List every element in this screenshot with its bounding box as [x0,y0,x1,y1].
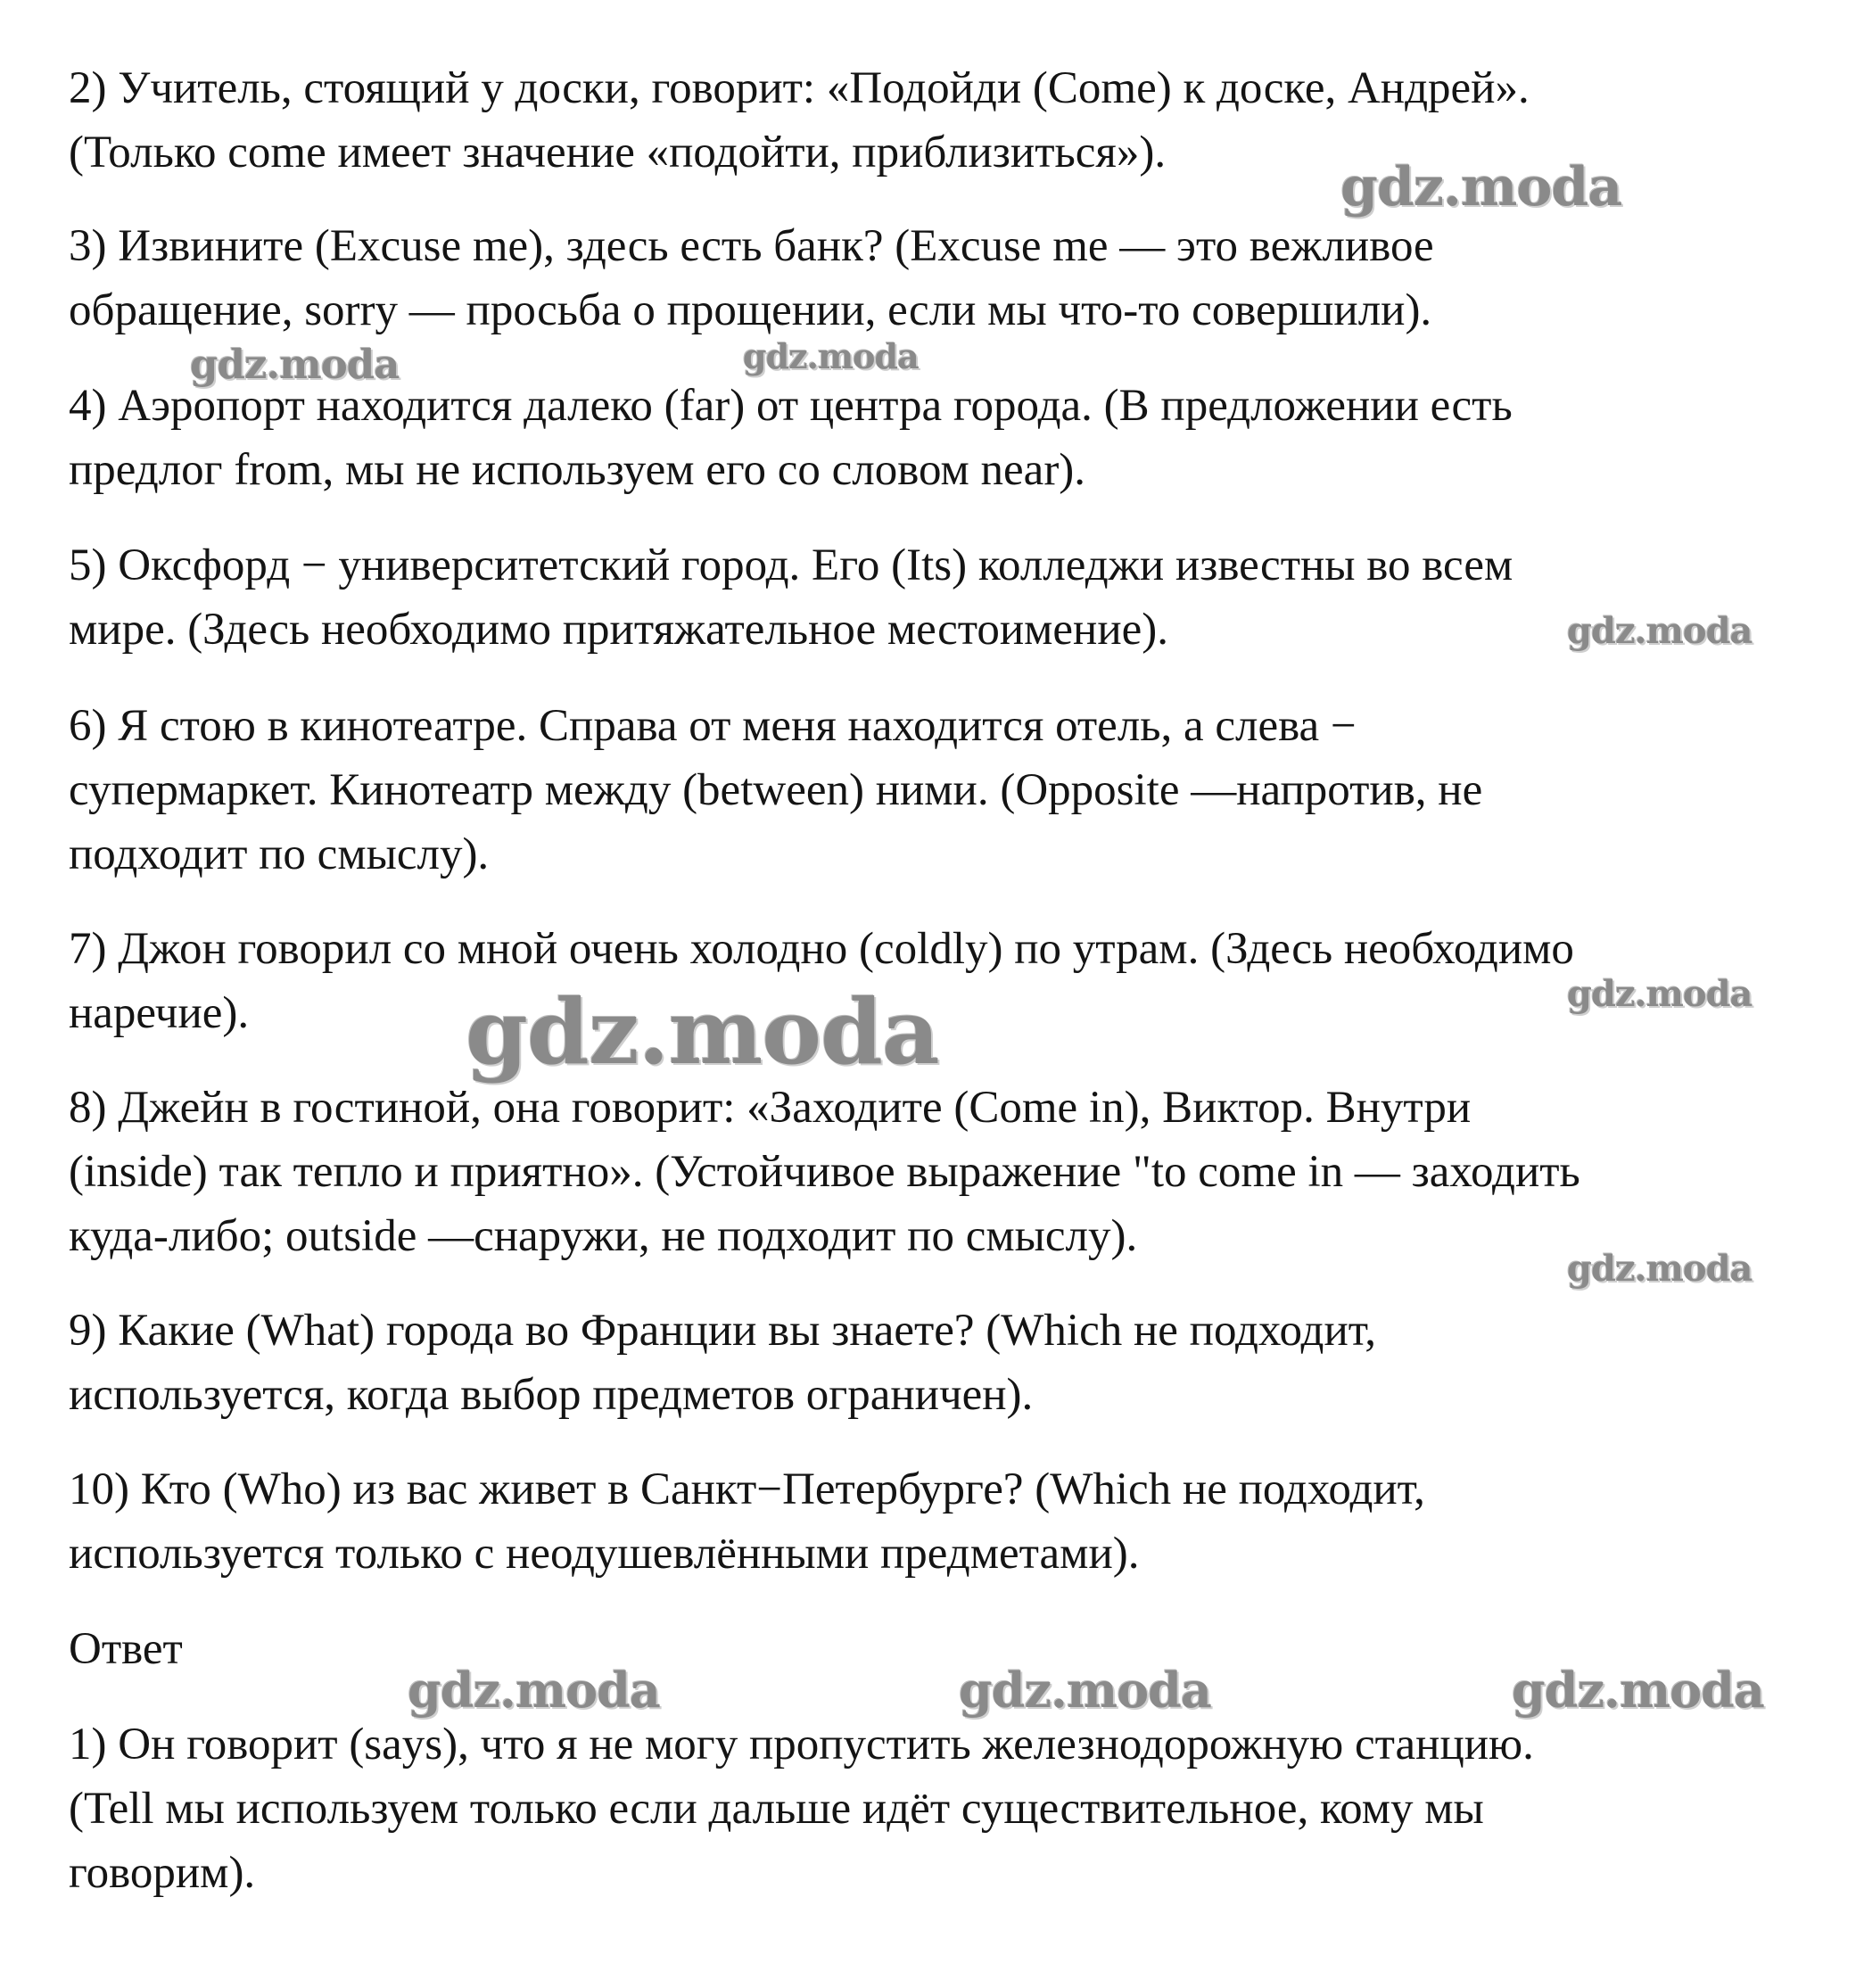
text-line: предлог from, мы не используем его со словом near). [69,445,1086,495]
watermark-logo: gdz.moda [190,341,400,388]
text-line: говорим). [69,1848,256,1898]
paragraph-8 [69,1076,1835,1268]
watermark-logo: gdz.moda [959,1662,1211,1719]
watermark-logo: gdz.moda [1567,1248,1753,1290]
answer-1 [69,1712,1835,1905]
text-line: 2) Учитель, стоящий у доски, говорит: «Подойди (Come) к доске, Андрей». [69,63,1530,113]
watermark-logo: gdz.moda [1567,610,1753,652]
text-line: 7) Джон говорил со мной очень холодно (coldly) по утрам. (Здесь необходимо [69,924,1574,974]
text-line: 8) Джейн в гостиной, она говорит: «Заходите (Come in), Виктор. Внутри [69,1083,1472,1133]
text-line: (inside) так тепло и приятно». (Устойчивое выражение "to come in — заходить [69,1147,1580,1197]
text-line: наречие). [69,988,250,1038]
watermark-logo: gdz.moda [743,336,919,376]
watermark-logo: gdz.moda [1512,1662,1764,1719]
watermark-logo: gdz.moda [408,1662,660,1719]
paragraph-10 [69,1457,1835,1586]
text-line: Ответ [69,1624,183,1674]
text-line: подходит по смыслу). [69,829,490,879]
text-line: используется, когда выбор предметов ограничен). [69,1370,1034,1420]
text-line: 1) Он говорит (says), что я не могу пропустить железнодорожную станцию. [69,1720,1534,1769]
text-line: 4) Аэропорт находится далеко (far) от центра города. (В предложении есть [69,381,1513,431]
watermark-logo: gdz.moda [466,979,939,1085]
text-line: куда-либо; outside —снаружи, не подходит по смыслу). [69,1211,1138,1261]
watermark-logo: gdz.moda [1567,973,1753,1015]
text-line: (Tell мы используем только если дальше идёт существительное, кому мы [69,1784,1484,1834]
paragraph-3 [69,214,1835,342]
text-line: мире. (Здесь необходимо притяжательное местоимение). [69,605,1168,655]
watermark-logo: gdz.moda [1340,156,1622,219]
text-line: 9) Какие (What) города во Франции вы знаете? (Which не подходит, [69,1306,1376,1356]
text-line: 6) Я стою в кинотеатре. Справа от меня находится отель, а слева − [69,701,1357,751]
text-line: (Только come имеет значение «подойти, приблизиться»). [69,128,1167,177]
paragraph-4 [69,374,1835,502]
paragraph-6 [69,694,1835,887]
text-line: супермаркет. Кинотеатр между (between) ними. (Opposite —напротив, не [69,765,1483,815]
text-line: обращение, sorry — просьба о прощении, если мы что-то совершили). [69,285,1432,335]
paragraph-9 [69,1299,1835,1427]
text-line: 5) Оксфорд − университетский город. Его (Its) колледжи известны во всем [69,540,1513,590]
text-line: 10) Кто (Who) из вас живет в Санкт−Петербурге? (Which не подходит, [69,1464,1425,1514]
text-line: используется только с неодушевлёнными предметами). [69,1529,1140,1579]
text-line: 3) Извините (Excuse me), здесь есть банк? (Excuse me — это вежливое [69,221,1434,271]
